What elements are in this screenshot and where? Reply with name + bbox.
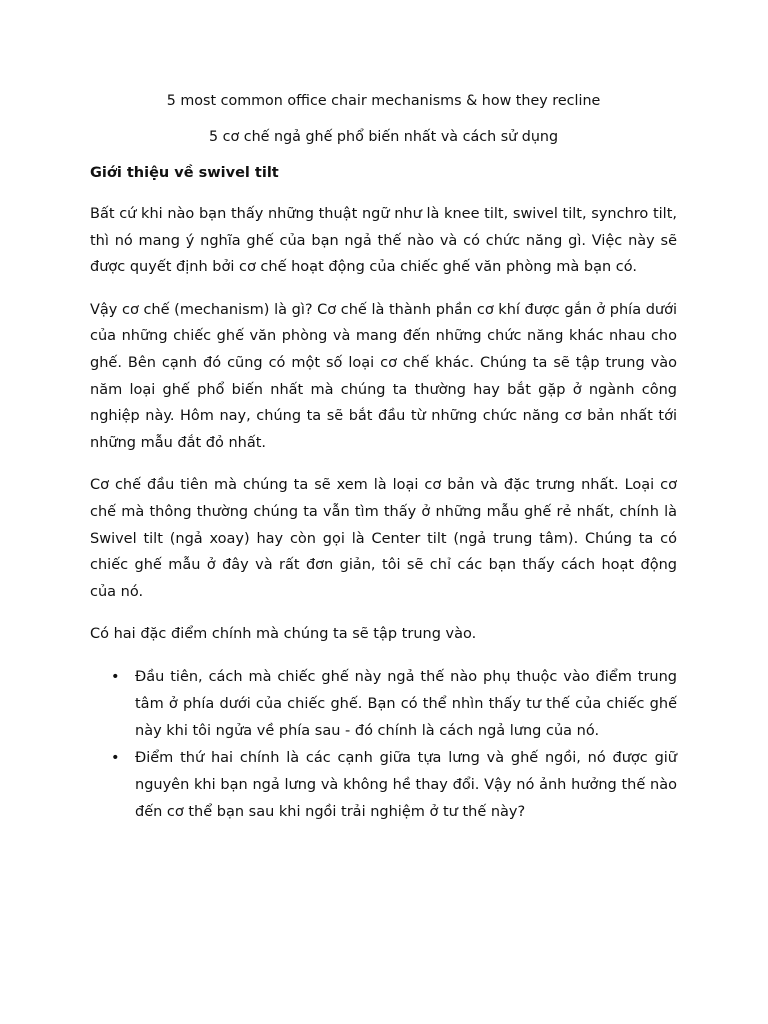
- section-heading: Giới thiệu về swivel tilt: [90, 165, 279, 181]
- list-item-text: Đầu tiên, cách mà chiếc ghế này ngả thế nào phụ thuộc vào điểm trung tâm ở phía dưới của chiếc ghế. Bạn có thể nhìn thấy tư thế của chiếc ghế này khi tôi ngửa về phía sau - đó chính là cách ngả lưng của nó.: [135, 668, 677, 739]
- paragraph-4: Có hai đặc điểm chính mà chúng ta sẽ tập trung vào.: [90, 626, 477, 643]
- list-item-text: Điểm thứ hai chính là các cạnh giữa tựa lưng và ghế ngồi, nó được giữ nguyên khi bạn ngả lưng và không hề thay đổi. Vậy nó ảnh hưởng thế nào đến cơ thể bạn sau khi ngồi trải nghiệm ở tư thế này?: [135, 749, 677, 820]
- bullet-list: [90, 664, 677, 826]
- paragraph-2: Vậy cơ chế (mechanism) là gì? Cơ chế là thành phần cơ khí được gắn ở phía dưới của những chiếc ghế văn phòng và mang đến những chức năng khác nhau cho ghế. Bên cạnh đó cũng có một số loại cơ chế khác. Chúng ta sẽ tập trung vào năm loại ghế phổ biến nhất mà chúng ta thường hay bắt gặp ở ngành công nghiệp này. Hôm nay, chúng ta sẽ bắt đầu từ những chức năng cơ bản nhất tới những mẫu đắt đỏ nhất.: [90, 301, 677, 451]
- document-page: [90, 91, 677, 826]
- paragraph-1: Bất cứ khi nào bạn thấy những thuật ngữ như là knee tilt, swivel tilt, synchro tilt, thì nó mang ý nghĩa ghế của bạn ngả thế nào và có chức năng gì. Việc này sẽ được quyết định bởi cơ chế hoạt động của chiếc ghế văn phòng mà bạn có.: [90, 206, 677, 276]
- document-title-english: 5 most common office chair mechanisms & how they recline: [166, 93, 601, 109]
- list-item: [90, 745, 677, 826]
- document-title-vietnamese: 5 cơ chế ngả ghế phổ biến nhất và cách sử dụng: [208, 129, 559, 145]
- list-item: [90, 664, 677, 745]
- bullet-icon: •: [111, 668, 120, 685]
- bullet-icon: •: [111, 749, 120, 766]
- paragraph-3: Cơ chế đầu tiên mà chúng ta sẽ xem là loại cơ bản và đặc trưng nhất. Loại cơ chế mà thông thường chúng ta vẫn tìm thấy ở những mẫu ghế rẻ nhất, chính là Swivel tilt (ngả xoay) hay còn gọi là Center tilt (ngả trung tâm). Chúng ta có chiếc ghế mẫu ở đây và rất đơn giản, tôi sẽ chỉ các bạn thấy cách hoạt động của nó.: [90, 477, 677, 600]
